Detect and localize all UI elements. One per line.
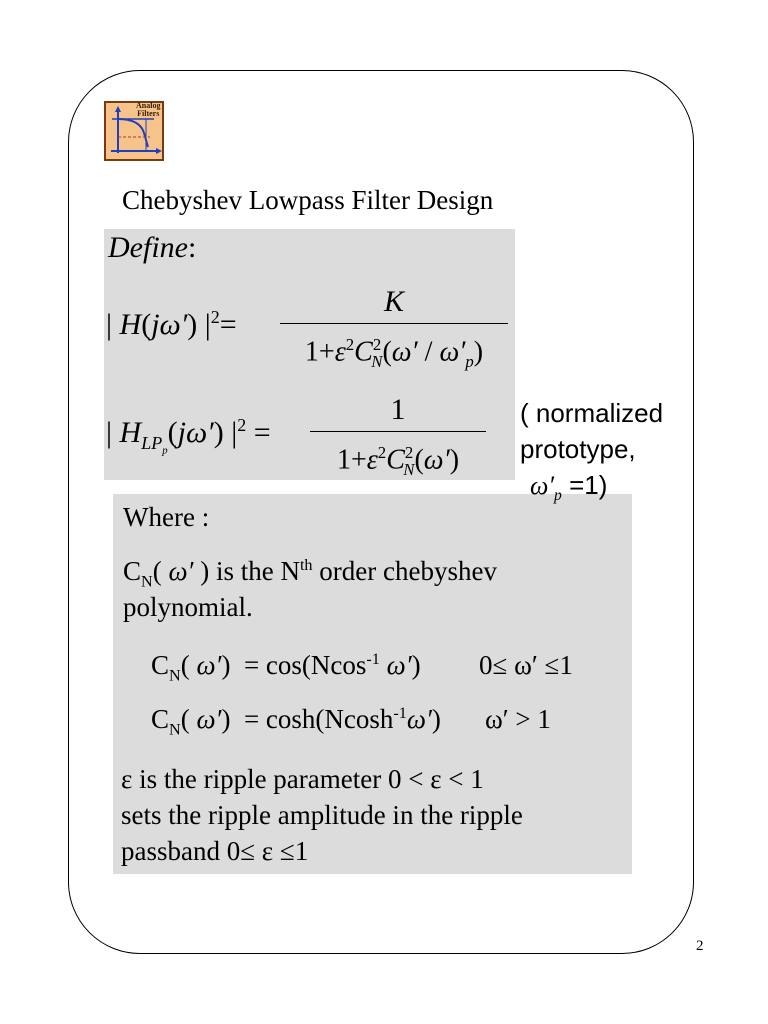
chebyshev-cosh-condition: ω′ > 1 bbox=[485, 704, 551, 734]
eq1-numerator: K bbox=[383, 285, 404, 318]
eq2-numerator: 1 bbox=[390, 393, 406, 426]
where-polynomial-line: $C_N$( ω′ ) is the $N^{th}$ order chebyshev bbox=[123, 556, 497, 591]
equation-normalized bbox=[104, 393, 515, 479]
where-box bbox=[113, 494, 632, 874]
eq2-denominator: $1+\varepsilon^2C^2_N(\omega')$ bbox=[336, 443, 460, 479]
ripple-line-1: ε is the ripple parameter 0 < ε < 1 bbox=[121, 764, 484, 794]
normalized-prototype-note: ( normalized prototype, $\omega'_p =1$) bbox=[520, 398, 664, 505]
eq1-lhs: | H(jω′) $|^2=$ bbox=[106, 307, 237, 341]
define-label: Define: bbox=[108, 231, 197, 264]
chebyshev-cosh-formula: $C_N$( ω′) = cosh(Ncosh$^{-1}$ω′) bbox=[151, 704, 441, 739]
where-heading: Where : bbox=[123, 502, 210, 532]
where-polynomial-line2: polynomial. bbox=[123, 592, 253, 622]
equation-general bbox=[104, 285, 515, 375]
analog-filters-logo bbox=[104, 101, 164, 161]
page-number: 2 bbox=[696, 938, 704, 954]
eq1-fraction bbox=[280, 285, 508, 379]
logo-label: Analog Filters bbox=[136, 101, 161, 118]
slide-title: Chebyshev Lowpass Filter Design bbox=[122, 185, 494, 215]
eq2-lhs: | $H_{LP_p}(j\omega') |^2$ = bbox=[106, 415, 271, 457]
eq1-denominator: $1+\varepsilon^2C^2_N(\omega' / \omega'_p)$ bbox=[304, 335, 484, 371]
eq2-fraction bbox=[310, 393, 486, 487]
ripple-line-3: passband 0≤ ε ≤1 bbox=[121, 836, 309, 866]
chebyshev-cos-formula: $C_N$( ω′) = cos(Ncos$^{-1}$ ω′) bbox=[151, 650, 421, 685]
definition-box bbox=[104, 229, 515, 480]
chebyshev-cos-condition: 0≤ ω′ ≤1 bbox=[479, 650, 573, 680]
ripple-line-2: sets the ripple amplitude in the ripple bbox=[121, 800, 523, 830]
